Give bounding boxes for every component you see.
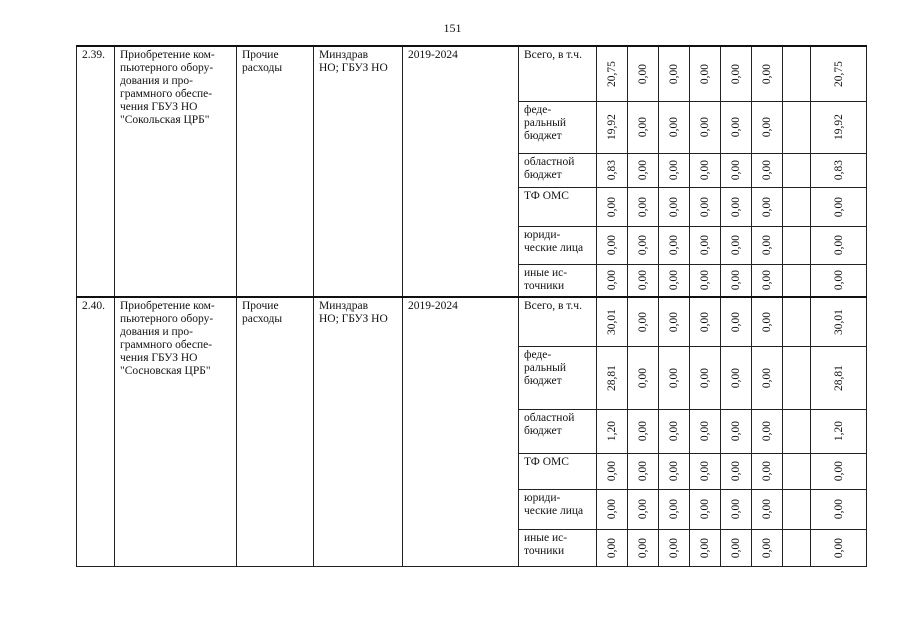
spacer-cell	[783, 101, 811, 153]
value-cell	[690, 453, 721, 489]
page-number: 151	[443, 21, 462, 35]
funding-source: юриди- ческие лица	[524, 228, 584, 254]
amount-value: 0,00	[637, 270, 649, 291]
amount-value: 0,00	[832, 460, 845, 482]
value-cell	[659, 101, 690, 153]
expense-type-cell	[237, 297, 314, 566]
value-cell	[811, 529, 867, 566]
value-cell	[690, 101, 721, 153]
amount-value: 0,00	[699, 116, 711, 138]
value-cell	[721, 346, 752, 409]
value-cell	[597, 153, 628, 187]
value-cell	[690, 187, 721, 226]
value-cell	[811, 187, 867, 226]
value-cell	[752, 187, 783, 226]
spacer-cell	[783, 529, 811, 566]
amount-value: 0,00	[668, 420, 680, 442]
amount-value: 0,00	[668, 159, 680, 181]
amount-value: 20,75	[606, 60, 618, 87]
value-cell	[752, 409, 783, 453]
source-cell	[519, 46, 597, 101]
value-cell	[628, 153, 659, 187]
amount-value: 0,00	[761, 159, 773, 181]
funding-source: областной бюджет	[524, 155, 575, 181]
amount-value: 0,00	[668, 367, 680, 388]
amount-value: 0,00	[668, 498, 680, 520]
value-cell	[690, 153, 721, 187]
amount-value: 0,00	[761, 116, 773, 138]
value-cell	[811, 264, 867, 297]
spacer-cell	[783, 346, 811, 409]
measure-name: Приобретение ком- пьютерного обору- дования и про- граммного обеспе- чения ГБУЗ НО "Сокольская ЦРБ"	[120, 49, 215, 126]
funding-source: иные ис- точники	[524, 266, 568, 292]
value-cell	[628, 453, 659, 489]
value-cell	[752, 529, 783, 566]
amount-value: 0,00	[637, 537, 649, 558]
value-cell	[752, 264, 783, 297]
funding-source: феде- ральный бюджет	[524, 103, 566, 142]
value-cell	[628, 346, 659, 409]
expense-type: Прочие расходы	[242, 49, 283, 74]
amount-value: 0,00	[637, 63, 649, 84]
amount-value: 30,01	[832, 308, 845, 335]
value-cell	[721, 489, 752, 529]
value-cell	[597, 46, 628, 101]
value-cell	[628, 409, 659, 453]
value-cell	[811, 46, 867, 101]
amount-value: 1,20	[832, 420, 845, 442]
row-number: 2.40.	[82, 300, 105, 312]
period: 2019-2024	[408, 49, 458, 61]
source-cell	[519, 226, 597, 264]
value-cell	[659, 264, 690, 297]
value-cell	[690, 46, 721, 101]
value-cell	[597, 101, 628, 153]
amount-value: 0,00	[832, 537, 845, 558]
amount-value: 0,00	[637, 460, 649, 482]
table-row	[77, 297, 867, 346]
value-cell	[752, 453, 783, 489]
amount-value: 19,92	[606, 114, 618, 140]
amount-value: 0,00	[699, 270, 711, 291]
amount-value: 0,00	[730, 420, 742, 442]
source-cell	[519, 264, 597, 297]
value-cell	[597, 187, 628, 226]
value-cell	[752, 297, 783, 346]
amount-value: 0,00	[761, 420, 773, 442]
amount-value: 0,00	[761, 367, 773, 388]
amount-value: 30,01	[606, 308, 618, 335]
value-cell	[628, 46, 659, 101]
amount-value: 0,00	[699, 234, 711, 256]
amount-value: 0,00	[730, 311, 742, 332]
amount-value: 0,00	[761, 270, 773, 291]
spacer-cell	[783, 297, 811, 346]
value-cell	[597, 297, 628, 346]
amount-value: 0,00	[761, 63, 773, 84]
value-cell	[811, 453, 867, 489]
spacer-cell	[783, 46, 811, 101]
value-cell	[690, 226, 721, 264]
expense-type: Прочие расходы	[242, 300, 283, 325]
value-cell	[721, 297, 752, 346]
amount-value: 0,00	[699, 367, 711, 388]
value-cell	[597, 226, 628, 264]
executor-cell	[314, 297, 403, 566]
value-cell	[690, 297, 721, 346]
source-cell	[519, 489, 597, 529]
amount-value: 0,00	[832, 234, 845, 256]
value-cell	[690, 264, 721, 297]
value-cell	[597, 489, 628, 529]
value-cell	[721, 226, 752, 264]
value-cell	[721, 264, 752, 297]
value-cell	[690, 489, 721, 529]
source-cell	[519, 101, 597, 153]
value-cell	[659, 409, 690, 453]
value-cell	[752, 226, 783, 264]
amount-value: 0,00	[637, 420, 649, 442]
value-cell	[721, 46, 752, 101]
amount-value: 0,00	[730, 537, 742, 558]
value-cell	[811, 346, 867, 409]
source-cell	[519, 346, 597, 409]
value-cell	[628, 297, 659, 346]
amount-value: 0,00	[699, 537, 711, 558]
amount-value: 0,00	[637, 311, 649, 332]
amount-value: 0,00	[761, 311, 773, 332]
value-cell	[659, 489, 690, 529]
amount-value: 0,00	[761, 498, 773, 520]
amount-value: 20,75	[832, 60, 845, 87]
amount-value: 0,00	[730, 234, 742, 256]
value-cell	[597, 264, 628, 297]
amount-value: 0,00	[668, 234, 680, 256]
spacer-cell	[783, 226, 811, 264]
funding-source: юриди- ческие лица	[524, 491, 584, 517]
amount-value: 0,00	[668, 116, 680, 138]
value-cell	[659, 453, 690, 489]
funding-source: Всего, в т.ч.	[524, 49, 582, 61]
executor: Минздрав НО; ГБУЗ НО	[319, 49, 388, 74]
executor: Минздрав НО; ГБУЗ НО	[319, 300, 388, 325]
amount-value: 0,00	[730, 498, 742, 520]
value-cell	[721, 187, 752, 226]
spacer-cell	[783, 187, 811, 226]
value-cell	[752, 153, 783, 187]
amount-value: 0,00	[668, 311, 680, 332]
source-cell	[519, 453, 597, 489]
amount-value: 0,00	[730, 159, 742, 181]
amount-value: 0,00	[606, 498, 618, 520]
period: 2019-2024	[408, 300, 458, 312]
amount-value: 0,00	[606, 270, 618, 291]
value-cell	[721, 409, 752, 453]
amount-value: 0,00	[699, 159, 711, 181]
funding-source: иные ис- точники	[524, 531, 568, 557]
period-cell	[403, 297, 519, 566]
amount-value: 0,00	[668, 63, 680, 84]
value-cell	[659, 46, 690, 101]
value-cell	[597, 529, 628, 566]
row-number-cell	[77, 297, 115, 566]
amount-value: 28,81	[606, 364, 618, 391]
amount-value: 0,00	[637, 234, 649, 256]
value-cell	[690, 529, 721, 566]
amount-value: 0,00	[699, 460, 711, 482]
funding-source: областной бюджет	[524, 411, 575, 437]
value-cell	[752, 46, 783, 101]
value-cell	[628, 529, 659, 566]
amount-value: 0,00	[832, 270, 845, 291]
value-cell	[659, 346, 690, 409]
source-cell	[519, 153, 597, 187]
amount-value: 0,00	[832, 196, 845, 217]
value-cell	[597, 453, 628, 489]
value-cell	[597, 346, 628, 409]
amount-value: 0,00	[637, 498, 649, 520]
amount-value: 0,00	[637, 196, 649, 217]
amount-value: 0,00	[832, 498, 845, 520]
amount-value: 0,83	[832, 159, 845, 181]
value-cell	[811, 409, 867, 453]
period-cell	[403, 46, 519, 297]
row-number: 2.39.	[82, 49, 105, 61]
funding-source: ТФ ОМС	[524, 455, 569, 468]
source-cell	[519, 409, 597, 453]
funding-source: феде- ральный бюджет	[524, 348, 566, 387]
value-cell	[628, 264, 659, 297]
value-cell	[811, 101, 867, 153]
amount-value: 0,00	[761, 234, 773, 256]
value-cell	[628, 489, 659, 529]
value-cell	[811, 153, 867, 187]
amount-value: 0,00	[730, 63, 742, 84]
value-cell	[752, 101, 783, 153]
value-cell	[659, 297, 690, 346]
amount-value: 0,00	[761, 537, 773, 558]
value-cell	[659, 226, 690, 264]
measure-name-cell	[115, 297, 237, 566]
amount-value: 0,00	[606, 196, 618, 217]
spacer-cell	[783, 453, 811, 489]
amount-value: 0,00	[668, 196, 680, 217]
value-cell	[690, 346, 721, 409]
amount-value: 0,00	[699, 196, 711, 217]
value-cell	[721, 453, 752, 489]
financing-table	[76, 45, 867, 567]
value-cell	[659, 187, 690, 226]
amount-value: 0,00	[730, 196, 742, 217]
amount-value: 0,00	[699, 63, 711, 84]
amount-value: 0,00	[668, 537, 680, 558]
value-cell	[597, 409, 628, 453]
amount-value: 0,00	[730, 270, 742, 291]
spacer-cell	[783, 409, 811, 453]
amount-value: 19,92	[832, 114, 845, 140]
spacer-cell	[783, 153, 811, 187]
funding-source: ТФ ОМС	[524, 189, 569, 202]
amount-value: 0,00	[606, 460, 618, 482]
amount-value: 28,81	[832, 364, 845, 391]
amount-value: 0,00	[730, 116, 742, 138]
spacer-cell	[783, 489, 811, 529]
value-cell	[659, 529, 690, 566]
source-cell	[519, 297, 597, 346]
spacer-cell	[783, 264, 811, 297]
amount-value: 0,00	[699, 311, 711, 332]
amount-value: 0,00	[730, 460, 742, 482]
value-cell	[690, 409, 721, 453]
amount-value: 0,00	[761, 460, 773, 482]
amount-value: 0,00	[668, 460, 680, 482]
amount-value: 0,00	[761, 196, 773, 217]
value-cell	[811, 226, 867, 264]
funding-source: Всего, в т.ч.	[524, 300, 582, 312]
measure-name-cell	[115, 46, 237, 297]
value-cell	[721, 153, 752, 187]
table-row	[77, 46, 867, 101]
amount-value: 0,00	[637, 367, 649, 388]
amount-value: 0,00	[699, 498, 711, 520]
amount-value: 0,00	[606, 537, 618, 558]
expense-type-cell	[237, 46, 314, 297]
amount-value: 0,00	[606, 234, 618, 256]
value-cell	[721, 529, 752, 566]
row-number-cell	[77, 46, 115, 297]
value-cell	[628, 187, 659, 226]
value-cell	[628, 226, 659, 264]
value-cell	[628, 101, 659, 153]
amount-value: 1,20	[606, 420, 618, 442]
executor-cell	[314, 46, 403, 297]
amount-value: 0,00	[699, 420, 711, 442]
amount-value: 0,00	[637, 116, 649, 138]
value-cell	[721, 101, 752, 153]
value-cell	[811, 297, 867, 346]
value-cell	[811, 489, 867, 529]
source-cell	[519, 187, 597, 226]
value-cell	[659, 153, 690, 187]
amount-value: 0,00	[668, 270, 680, 291]
amount-value: 0,00	[637, 159, 649, 181]
source-cell	[519, 529, 597, 566]
amount-value: 0,83	[606, 159, 618, 181]
value-cell	[752, 346, 783, 409]
value-cell	[752, 489, 783, 529]
amount-value: 0,00	[730, 367, 742, 388]
measure-name: Приобретение ком- пьютерного обору- дования и про- граммного обеспе- чения ГБУЗ НО "Сосновская ЦРБ"	[120, 300, 215, 377]
